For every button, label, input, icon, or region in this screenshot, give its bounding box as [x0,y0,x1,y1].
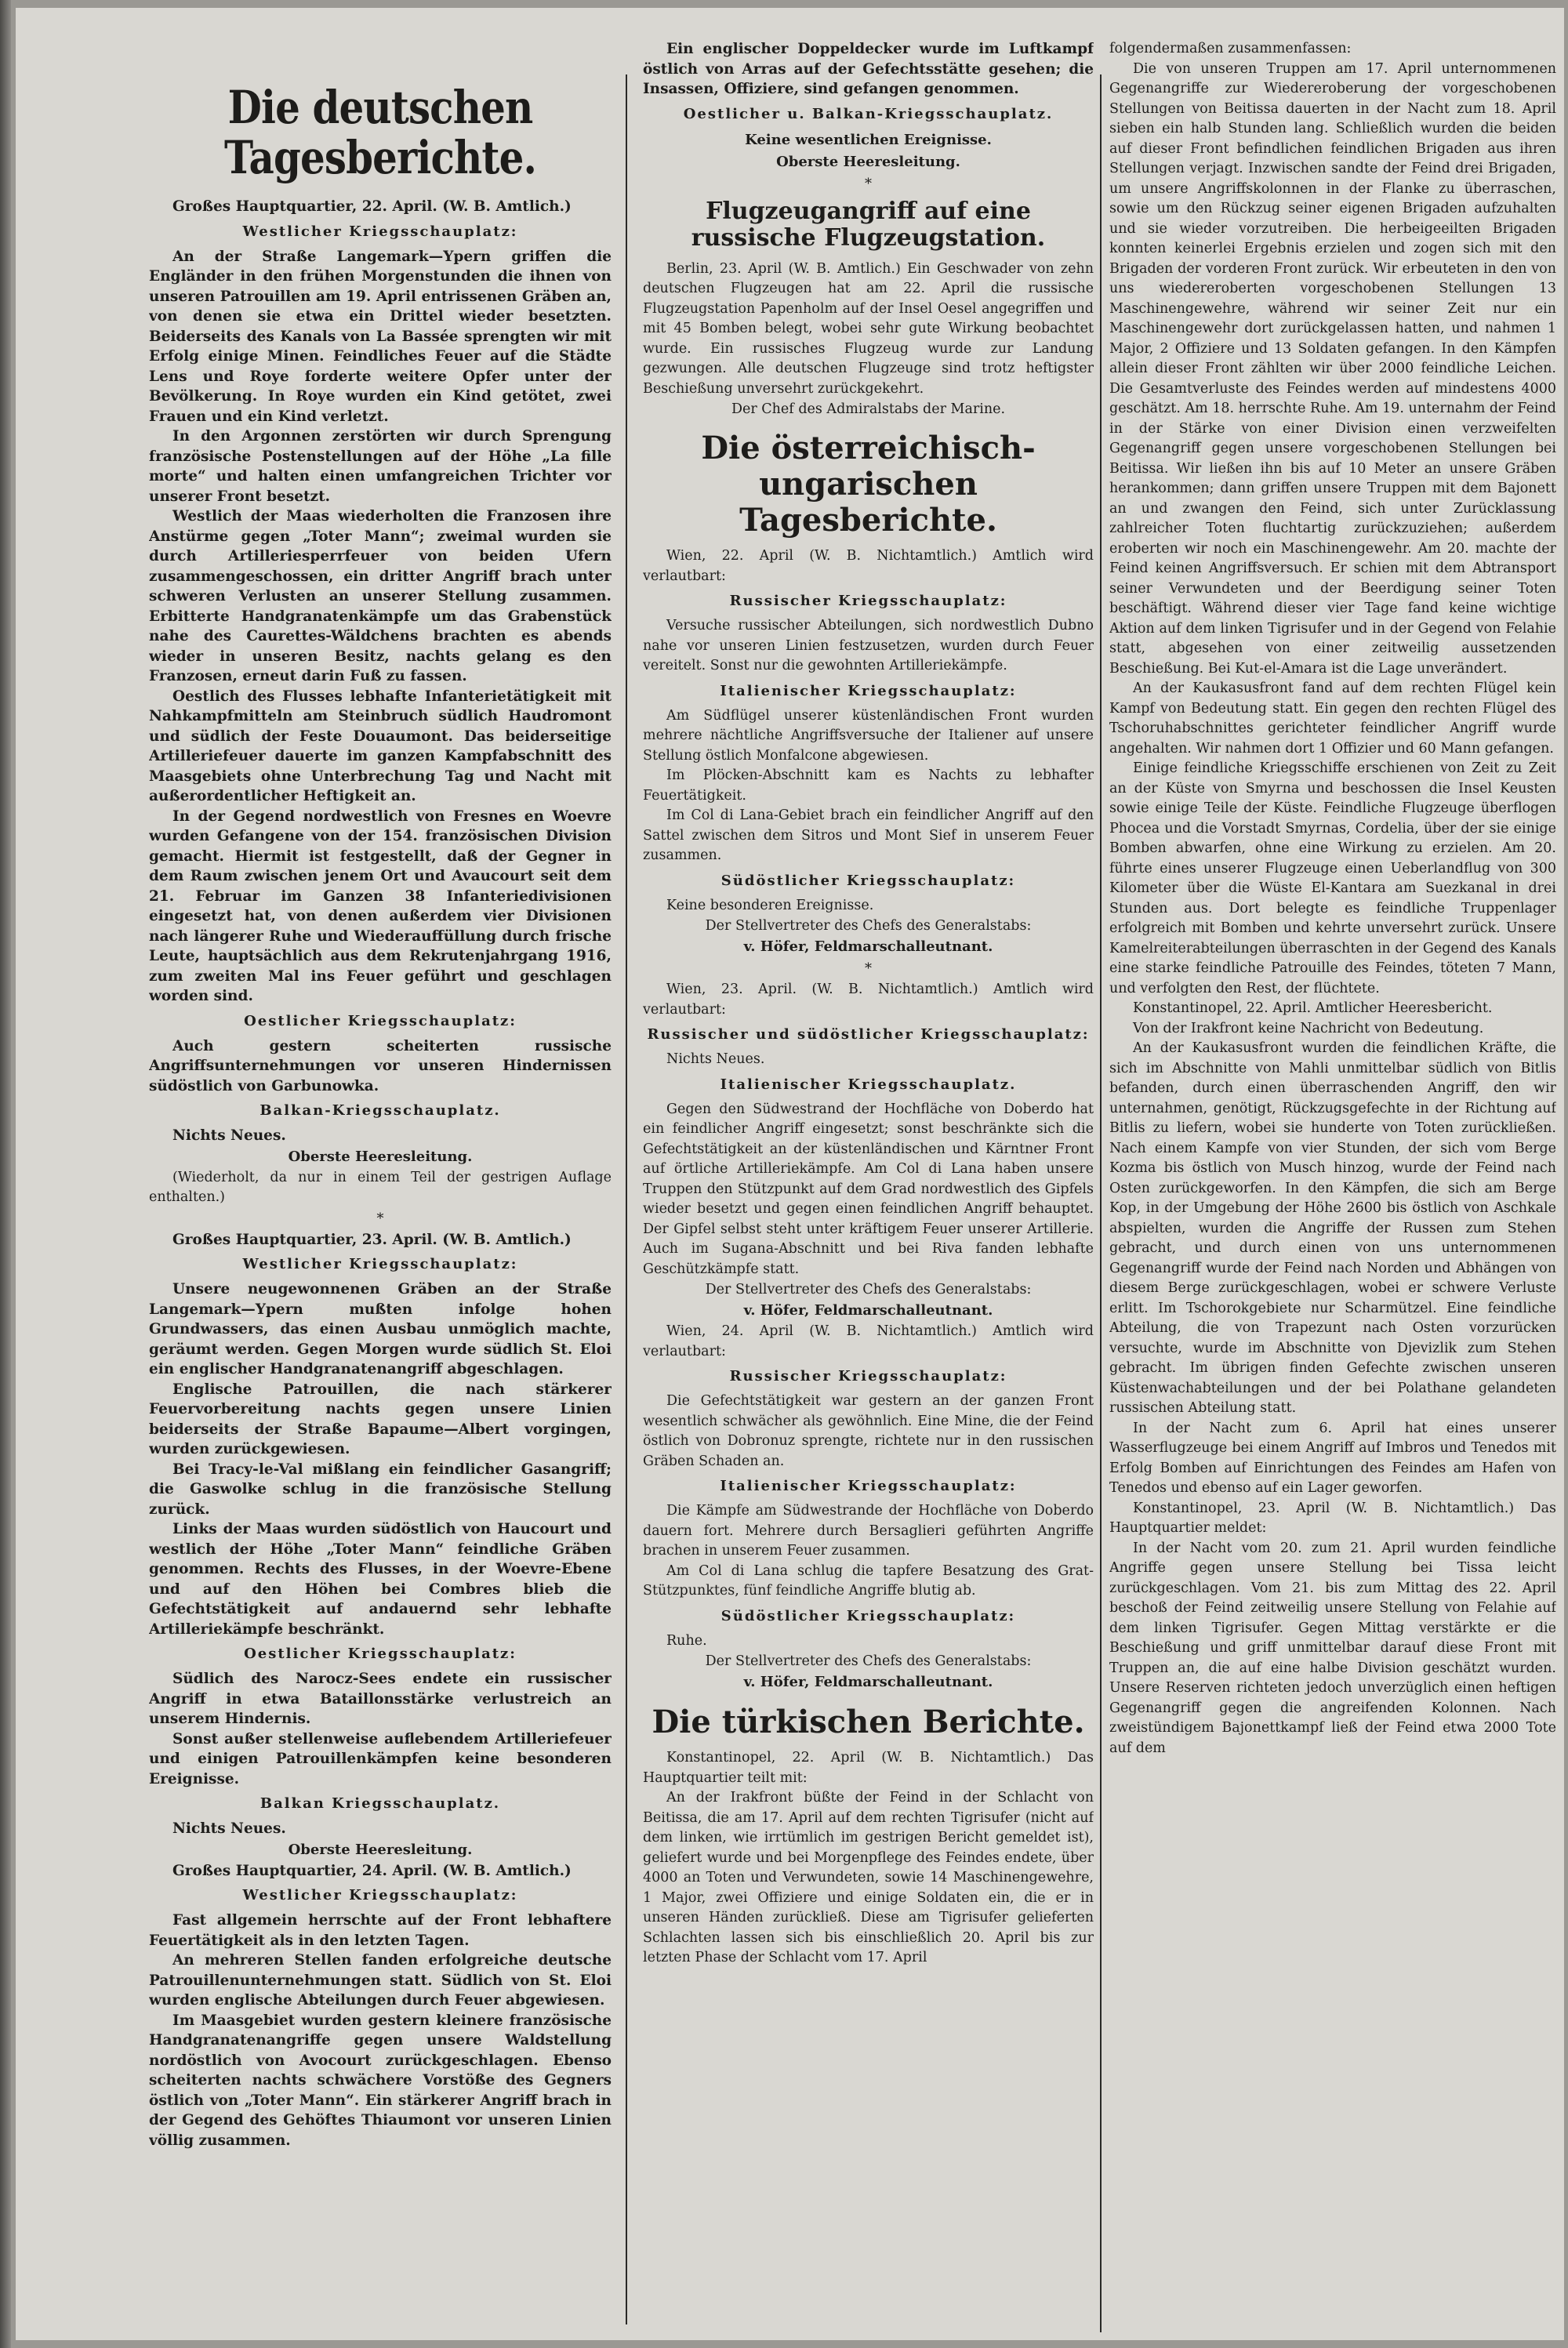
paragraph: In der Nacht vom 20. zum 21. April wurden feindliche Angriffe gegen unsere Stellung bei Tissa leicht zurückgeschlagen. Vom 21. bis zum Mittag des 22. April beschoß der Feind zeitweilig unsere Stellung von Felahie auf dem linken Tigrisufer. Gegen Mittag verstärkte er die Beschießung und griff unmittelbar darauf diese Front mit Truppen an, die auf eine halbe Division geschätzt wurden. Unsere Reserven richteten jedoch unverzüglich einen heftigen Gegenangriff gegen die angreifenden Kolonnen. Nach zweistündigem Bajonettkampf ließ der Feind etwa 2000 Tote auf dem [1109,1540,1556,1756]
paragraph: Südlich des Narocz-Sees endete ein russischer Angriff in etwa Bataillonsstärke verlustreich an unserem Hindernis. [149,1671,612,1727]
newspaper-page [16,8,1564,2340]
report-dateline: Wien, 23. April. (W. B. Nichtamtlich.) Amtlich wird verlautbart: [643,982,1094,1018]
paragraph: In der Gegend nordwestlich von Fresnes en Woevre wurden Gefangene von der 154. französischen Division gemacht. Hiermit ist festgestellt, daß der Gegner in dem Raum zwischen jenem Ort und Avaucourt seit dem 21. Februar im Ganzen 38 Infanteriedivisionen eingesetzt hat, von denen außerdem vier Divisionen nach längerer Ruhe und Wiederauffüllung durch frische Leute, hauptsächlich aus dem Rekrutenjahrgang 1916, zum zweiten Mal ins Feuer geführt und geschlagen worden sind. [149,807,612,1004]
signature: Der Stellvertreter des Chefs des Generalstabs: [705,918,1032,934]
section-heading: Südöstlicher Kriegsschauplatz: [720,872,1016,889]
article-headline: Die österreichisch-ungarischen Tagesberichte. [701,430,1036,539]
paragraph: Keine besonderen Ereignisse. [666,897,874,913]
paragraph: Am Südflügel unserer küstenländischen Front wurden mehrere nächtliche Angriffsversuche der Italiener auf unsere Stellung östlich Monfalcone abgewiesen. [643,707,1094,764]
section-heading: Südöstlicher Kriegsschauplatz: [720,1607,1016,1624]
paragraph: An mehreren Stellen fanden erfolgreiche deutsche Patrouillenunternehmungen statt. Südlich von St. Eloi wurden englische Abteilungen durch Feuer abgewiesen. [149,1952,612,2009]
column-rule [1100,74,1102,2332]
column-2 [643,39,1094,2324]
paragraph: An der Kaukasusfront wurden die feindlichen Kräfte, die sich im Abschnitte von Mahli unmittelbar südlich von Bitlis befanden, durch einen überraschenden Angriff, den wir unternahmen, genötigt, Rückzugsgefechte in der Richtung auf Bitlis zu liefern, wobei sie hunderte von Toten zurückließen. Nach einem Kampfe von vier Stunden, der sich vom Berge Kozma bis östlich von Musch hinzog, wurde der Feind nach Osten zurückgeworfen. In den Kämpfen, die sich am Berge Kop, in der Umgebung der Höhe 2600 bis östlich von Aschkale abspielten, wurden die Angriffe der Russen zum Stehen gebracht, und durch einen von uns unternommenen Gegenangriff wurde der Feind nach Norden und Abhängen von diesem Berge zurückgeschlagen, wobei er schwere Verluste erlitt. Im Tschorokgebiete nur Scharmützel. Eine feindliche Abteilung, die von Trapezunt nach Osten vorzurücken versuchte, wurde im Abschnitte von Djevizlik zum Stehen gebracht. Im übrigen finden Gefechte zwischen unseren Küstenwachabteilungen und der bei Polathane gelandeten russischen Abteilung statt. [1109,1040,1556,1416]
paragraph: In der Nacht zum 6. April hat eines unserer Wasserflugzeuge bei einem Angriff auf Imbros und Tenedos mit Erfolg Bomben auf Einrichtungen des Feindes am Hafen von Tenedos und ebenso auf ein Lager geworfen. [1109,1420,1556,1496]
separator-star: * [376,1210,384,1227]
column-3 [1109,39,1556,2324]
paragraph: Im Plöcken-Abschnitt kam es Nachts zu lebhafter Feuertätigkeit. [643,768,1094,804]
paragraph: Die Kämpfe am Südwestrande der Hochfläche von Doberdo dauern fort. Mehrere durch Bersaglieri geführten Angriffe brachen in unserem Feuer zusammen. [643,1503,1094,1559]
section-heading: Russischer Kriegsschauplatz: [729,593,1007,609]
report-dateline: Konstantinopel, 23. April (W. B. Nichtamtlich.) Das Hauptquartier meldet: [1109,1500,1556,1536]
article-headline: Die türkischen Berichte. [652,1704,1085,1740]
section-heading: Oestlicher Kriegsschauplatz: [244,1646,517,1662]
paragraph: Westlich der Maas wiederholten die Franzosen ihre Anstürme gegen „Toter Mann“; zweimal wurden sie durch Artilleriesperrfeuer von beiden Ufern zusammengeschossen, ein dritter Angriff brach unter schweren Verlusten an unserer Stellung zusammen. Erbitterte Handgranatenkämpfe um das Grabenstück nahe des Caurettes-Wäldchens brachten es abends wieder in unseren Besitz, nachts gelang es den Franzosen, erneut darin Fuß zu fassen. [149,508,612,684]
paragraph: Bei Tracy-le-Val mißlang ein feindlicher Gasangriff; die Gaswolke schlug in die französische Stellung zurück. [149,1461,612,1518]
article-headline: Flugzeugangriff auf eine russische Flugzeugstation. [691,197,1046,252]
paragraph: Einige feindliche Kriegsschiffe erschienen von Zeit zu Zeit an der Küste von Smyrna und beschossen die Insel Keusten sowie einige Teile der Küste. Feindliche Flugzeuge überflogen Phocea und die Vorstadt Smyrnas, Cordelia, über der sie einige Bomben abwarfen, ohne eine Wirkung zu erzielen. Am 20. führte eines unserer Flugzeuge einen Ueberlandflug von 300 Kilometer über die Wüste El-Kantara am Suezkanal in drei Stunden aus. Dort belegte es feindliche Truppenlager erfolgreich mit Bomben und kehrte unversehrt zurück. Unsere Kamelreiterabteilungen überraschten in der Gegend des Kanals eine starke feindliche Patrouille des Feindes, töteten 7 Mann, und verfolgten den Rest, der flüchtete. [1109,760,1556,996]
paragraph: Keine wesentlichen Ereignisse. [745,131,992,148]
signature: v. Höfer, Feldmarschalleutnant. [743,1674,993,1690]
section-heading: Russischer Kriegsschauplatz: [729,1368,1007,1384]
scan-edge [0,0,11,2348]
paragraph: Oestlich des Flusses lebhafte Infanterietätigkeit mit Nahkampfmitteln am Steinbruch südlich Haudromont und südlich der Feste Douaumont. Das beiderseitige Artilleriefeuer dauerte im ganzen Kampfabschnitt des Maasgebiets ohne Unterbrechung Tag und Nacht mit außerordentlicher Heftigkeit an. [149,688,612,804]
paragraph: Nichts Neues. [172,1127,286,1144]
paragraph: Im Col di Lana-Gebiet brach ein feindlicher Angriff auf den Sattel zwischen dem Sitros und Mont Sief in unserem Feuer zusammen. [643,807,1094,863]
signature: Oberste Heeresleitung. [288,1841,473,1858]
paragraph: Die von unseren Truppen am 17. April unternommenen Gegenangriffe zur Wiedereroberung der vorgeschobenen Stellungen von Beitissa dauerten in der Nacht zum 18. April sieben ein halb Stunden lang. Schließlich wurden die beiden auf dieser Front befindlichen feindlichen Brigaden aus ihren Stellungen verjagt. Inzwischen sandte der Feind drei Brigaden, um unsere Angriffskolonnen in der Flanke zu überraschen, sowie um den Rückzug seiner eigenen Brigaden aufzuhalten und sie wieder vorzutreiben. Die herbeigeeilten Brigaden konnten keinerlei Ergebnis erzielen und zogen sich mit den Brigaden der vorderen Front zurück. Wir erbeuteten in den von uns wiedereroberten vorgeschobenen Stellungen 13 Maschinengewehre, während wir seiner Zeit nur ein Maschinengewehr dort zurückgelassen hatten, und nahmen 1 Major, 2 Offiziere und 13 Soldaten gefangen. In den Kämpfen allein dieser Front zählten wir über 2000 feindliche Leichen. Die Gesamtverluste des Feindes werden auf mindestens 4000 geschätzt. Am 18. herrschte Ruhe. Am 19. unternahm der Feind in der Stärke von einer Division einen verzweifelten Gegenangriff gegen unsere vorgeschobenen Stellungen bei Beitissa. Wir ließen ihn bis auf 10 Meter an unsere Gräben herankommen; dann griffen unsere Truppen mit dem Bajonett an und zwangen den Feind, sich unter Zurücklassung zahlreicher Toten fluchtartig zurückzuziehen; außerdem eroberten wir noch ein Maschinengewehr. Am 20. machte der Feind keinen Angriffsversuch. Er schien mit dem Abtransport seiner Verwundeten und der Beerdigung seiner Toten beschäftigt. Während dieser vier Tage fand keine wichtige Aktion auf dem linken Tigrisufer und in der Gegend von Felahie statt, abgesehen von einer zeitweilig aussetzenden Beschießung. Bei Kut-el-Amara ist die Lage unverändert. [1109,60,1556,677]
section-heading: Westlicher Kriegsschauplatz: [242,223,518,240]
section-heading: Italienischer Kriegsschauplatz. [720,1076,1017,1093]
section-heading: Oestlicher u. Balkan-Kriegsschauplatz. [683,105,1054,122]
signature: v. Höfer, Feldmarschalleutnant. [743,938,993,955]
section-heading: Oestlicher Kriegsschauplatz: [244,1012,517,1029]
paragraph: In den Argonnen zerstörten wir durch Sprengung französische Postenstellungen auf der Höhe „La fille morte“ und halten einen umfangreichen Trichter vor unserer Front besetzt. [149,428,612,505]
report-dateline: Konstantinopel, 22. April. Amtlicher Heeresbericht. [1133,1000,1493,1016]
report-dateline: Konstantinopel, 22. April (W. B. Nichtamtlich.) Das Hauptquartier teilt mit: [643,1750,1094,1786]
paragraph: Links der Maas wurden südöstlich von Haucourt und westlich der Höhe „Toter Mann“ feindliche Gräben genommen. Rechts des Flusses, in der Woevre-Ebene und auf den Höhen bei Combres blieb die Gefechtstätigkeit auf andauernd sehr lebhafte Artilleriekämpfe beschränkt. [149,1521,612,1638]
paragraph: Ruhe. [666,1632,707,1649]
paragraph: Ein englischer Doppeldecker wurde im Luftkampf östlich von Arras auf der Gefechtsstätte gesehen; die Insassen, Offiziere, sind gefangen genommen. [643,41,1094,97]
paragraph: folgendermaßen zusammenfassen: [1109,41,1352,56]
editor-note: (Wiederholt, da nur in einem Teil der gestrigen Auflage enthalten.) [149,1169,612,1205]
paragraph: Fast allgemein herrschte auf der Front lebhaftere Feuertätigkeit als in den letzten Tagen. [149,1912,612,1949]
paragraph: Berlin, 23. April (W. B. Amtlich.) Ein Geschwader von zehn deutschen Flugzeugen hat am 22. April die russische Flugzeugstation Papenholm auf der Insel Oesel angegriffen und mit 45 Bomben belegt, wobei sehr gute Wirkung beobachtet wurde. Ein russisches Flugzeug wurde zur Landung gezwungen. Alle deutschen Flugzeuge sind trotz heftigster Beschießung unversehrt zurückgekehrt. [643,260,1094,397]
signature: Oberste Heeresleitung. [288,1148,473,1165]
section-heading: Russischer und südöstlicher Kriegsschauplatz: [647,1026,1090,1043]
signature: Der Chef des Admiralstabs der Marine. [731,401,1006,417]
separator-star: * [865,175,872,192]
paragraph: Im Maasgebiet wurden gestern kleinere französische Handgranatenangriffe gegen unsere Waldstellung nordöstlich von Avocourt zurückgeschlagen. Ebenso scheiterten nachts schwächere Vorstöße des Gegners östlich von „Toter Mann“. Ein stärkerer Angriff brach in der Gegend des Gehöftes Thiaumont vor unseren Linien völlig zusammen. [149,2012,612,2149]
paragraph: Gegen den Südwestrand der Hochfläche von Doberdo hat ein feindlicher Angriff eingesetzt; sonst beschränkte sich die Gefechtstätigkeit an der küstenländischen und Kärntner Front auf örtliche Artilleriekämpfe. Am Col di Lana haben unsere Truppen den Stützpunkt auf dem Grad nordwestlich des Gipfels wieder besetzt und gegen einen feindlichen Angriff behauptet. Der Gipfel selbst steht unter kräftigem Feuer unserer Artillerie. Auch im Sugana-Abschnitt und bei Riva fanden lebhafte Geschützkämpfe statt. [643,1101,1094,1277]
report-dateline: Großes Hauptquartier, 22. April. (W. B. Amtlich.) [172,198,572,215]
section-heading: Westlicher Kriegsschauplatz: [242,1256,518,1272]
report-dateline: Wien, 24. April (W. B. Nichtamtlich.) Amtlich wird verlautbart: [643,1323,1094,1359]
paragraph: Am Col di Lana schlug die tapfere Besatzung des Grat-Stützpunktes, fünf feindliche Angriffe blutig ab. [643,1562,1094,1599]
paragraph: Nichts Neues. [172,1820,286,1837]
paragraph: Auch gestern scheiterten russische Angriffsunternehmungen vor unseren Hindernissen südöstlich von Garbunowka. [149,1037,612,1094]
report-dateline: Großes Hauptquartier, 24. April. (W. B. Amtlich.) [172,1862,572,1879]
paragraph: Nichts Neues. [666,1051,765,1067]
section-heading: Italienischer Kriegsschauplatz: [720,682,1017,699]
section-heading: Westlicher Kriegsschauplatz: [242,1887,518,1903]
masthead: Die deutschen Tagesberichte. [224,81,536,184]
separator-star: * [865,960,872,977]
paragraph: An der Kaukasusfront fand auf dem rechten Flügel kein Kampf von Bedeutung statt. Ein gegen den rechten Flügel des Tschoruhabschnittes gerichteter feindlicher Angriff wurde angehalten. Wir nahmen dort 1 Offizier und 60 Mann gefangen. [1109,680,1556,757]
paragraph: Die Gefechtstätigkeit war gestern an der ganzen Front wesentlich schwächer als gewöhnlich. Eine Mine, die der Feind östlich von Dobronuz sprengte, richtete nur in den russischen Gräben Schaden an. [643,1393,1094,1469]
section-heading: Italienischer Kriegsschauplatz: [720,1478,1017,1494]
paragraph: Sonst außer stellenweise auflebendem Artilleriefeuer und einigen Patrouillenkämpfen keine besonderen Ereignisse. [149,1730,612,1787]
paragraph: Versuche russischer Abteilungen, sich nordwestlich Dubno nahe vor unseren Linien festzusetzen, wurden durch Feuer vereitelt. Sonst nur die gewohnten Artilleriekämpfe. [643,618,1094,673]
paragraph: Englische Patrouillen, die nach stärkerer Feuervorbereitung nachts gegen unsere Linien beiderseits der Straße Bapaume—Albert vorgingen, wurden zurückgewiesen. [149,1381,612,1457]
report-dateline: Großes Hauptquartier, 23. April. (W. B. Amtlich.) [172,1231,572,1248]
signature: Oberste Heeresleitung. [776,153,960,170]
section-heading: Balkan-Kriegsschauplatz. [260,1102,501,1119]
paragraph: An der Irakfront büßte der Feind in der Schlacht von Beitissa, die am 17. April auf dem rechten Tigrisufer (nicht auf dem linken, wie irrtümlich im gestrigen Bericht gemeldet ist), geliefert wurde und bei Morgenpflege des Feindes endete, über 4000 an Toten und Verwundeten, sowie 14 Maschinengewehre, 1 Major, zwei Offiziere und einige Soldaten ein, die er in unseren Händen zurückließ. Diese am Tigrisufer gelieferten Schlachten lassen sich bis einschließlich 20. April bis zur letzten Phase der Schlacht vom 17. April [643,1790,1094,1965]
report-dateline: Wien, 22. April (W. B. Nichtamtlich.) Amtlich wird verlautbart: [643,548,1094,584]
paragraph: Unsere neugewonnenen Gräben an der Straße Langemark—Ypern mußten infolge hohen Grundwassers, das einen Ausbau unmöglich machte, geräumt werden. Gegen Morgen wurde südlich St. Eloi ein englischer Handgranatenangriff abgeschlagen. [149,1281,612,1377]
paragraph: Von der Irakfront keine Nachricht von Bedeutung. [1133,1020,1484,1036]
signature: v. Höfer, Feldmarschalleutnant. [743,1302,993,1319]
column-1 [149,39,612,2324]
section-heading: Balkan Kriegsschauplatz. [260,1795,501,1812]
signature: Der Stellvertreter des Chefs des Generalstabs: [705,1653,1032,1669]
paragraph: An der Straße Langemark—Ypern griffen die Engländer in den frühen Morgenstunden die ihnen von unseren Patrouillen am 19. April entrissenen Gräben an, von denen sie etwa ein Drittel wieder besetzten. Beiderseits des Kanals von La Bassée sprengten wir mit Erfolg einige Minen. Feindliches Feuer auf die Städte Lens und Roye forderte weitere Opfer unter der Bevölkerung. In Roye wurden ein Kind getötet, zwei Frauen und ein Kind verletzt. [149,248,612,425]
column-rule [626,74,627,2324]
signature: Der Stellvertreter des Chefs des Generalstabs: [705,1282,1032,1297]
